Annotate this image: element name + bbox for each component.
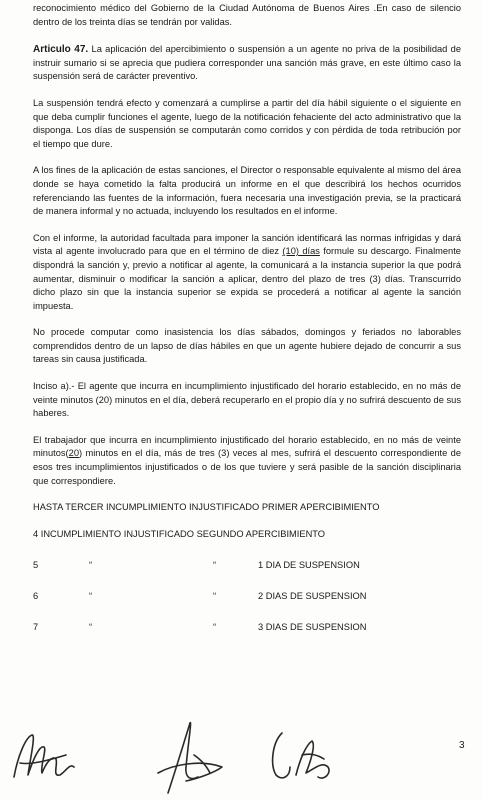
schedule-row-number: 5 [33, 560, 39, 571]
paragraph-trabajador [33, 434, 461, 488]
paragraph-descargo [33, 232, 461, 314]
article-label: Articulo 47. [33, 44, 89, 56]
schedule-row-label: 3 DIAS DE SUSPENSION [258, 622, 367, 633]
ditto-mark: “ [213, 591, 217, 602]
schedule-row-label: 2 DIAS DE SUSPENSION [258, 591, 367, 602]
trabajador-text-b: ) minutos en el día, más de tres (3) veces al mes, sufrirá el descuento correspondiente de esos tres incumplimientos injustificados o de los que tuviere y será pasible de la sanción disciplinaria que correspondiere. [33, 448, 461, 486]
paragraph-suspension-effect: La suspensión tendrá efecto y comenzará a cumplirse a partir del día hábil siguiente o el siguiente en que deba cumplir funciones el agente, luego de la notificación fehaciente del acto administrativo que la disponga. Los días de suspensión se computarán como corridos y con pérdida de toda retribución por el tiempo que dure. [33, 97, 461, 149]
signature-2-stroke [168, 723, 198, 793]
paragraph-inasistencia: No procede computar como inasistencia los días sábados, domingos y feriados no laborables comprendidos dentro de un lapso de días hábiles en que un agente hubiere dejado de concurrir a sus tareas sin causa justificada. [33, 327, 461, 365]
ditto-mark: “ [89, 622, 93, 633]
paragraph-informe: A los fines de la aplicación de estas sanciones, el Director o responsable equivalente al mismo del área donde se haya cometido la falta producirá un informe en el que describirá los hechos ocurridos referenciando las fuentes de la información, fuera necesaria una investigación previa, se la practicará de manera informal y no actuada, incluyendo los resultados en el informe. [33, 165, 461, 217]
signature-3-stroke [302, 754, 324, 759]
descargo-text-a: Con el informe, la autoridad facultada para imponer la sanción identificará las normas infrigidas y dará vista al agente involucrado para que en el término de diez [33, 232, 461, 257]
schedule-row-number: 6 [33, 591, 39, 602]
ditto-mark: “ [213, 622, 217, 633]
schedule-line-second: 4 INCUMPLIMIENTO INJUSTIFICADO SEGUNDO APERCIBIMIENTO [33, 529, 326, 540]
paragraph-inciso-a: Inciso a).- El agente que incurra en incumplimiento injustificado del horario establecido, en no más de veinte minutos (20) minutos en el día, deberá recuperarlo en el propio día y no sufrirá descuento de sus haberes. [33, 381, 461, 419]
trabajador-underlined: 20 [68, 448, 79, 459]
paragraph-continuation: reconocimiento médico del Gobierno de la Ciudad Autónoma de Buenos Aires .En caso de silencio dentro de los treinta días se tendrán por validas. [33, 3, 461, 27]
signatures-area [0, 715, 483, 800]
ditto-mark: “ [213, 560, 217, 571]
article-text: La aplicación del apercibimiento o suspensión a un agente no priva de la posibilidad de instruir sumario si se aprecia que pudiera corresponder una sanción más grave, en este último caso la suspensión será de carácter preventivo. [33, 44, 461, 82]
schedule-row [33, 559, 461, 572]
schedule-row-number: 7 [33, 622, 39, 633]
schedule-row [33, 621, 461, 634]
paragraph-articulo-47 [33, 43, 461, 84]
descargo-text-b: formule su descargo. Finalmente dispondrá la sanción y, previo a notificar al agente, la comunicará a la instancia superior la que podrá aumentar, disminuir o modificar la sanción a aplicar, dentro del plazo de tres (3) días. Transcurrido dicho plazo sin que la instancia superior se expida se procederá a notificar al agente la sanción impuesta. [33, 246, 461, 311]
trabajador-text-a: El trabajador que incurra en incumplimiento injustificado del horario establecido, en no más de veinte minutos( [33, 434, 461, 459]
page-number: 3 [459, 740, 465, 751]
ditto-mark: “ [89, 591, 93, 602]
descargo-underlined: (10) días [282, 246, 320, 257]
schedule-row [33, 590, 461, 603]
schedule-row-label: 1 DIA DE SUSPENSION [258, 560, 360, 571]
handwritten-signatures [0, 715, 483, 800]
signature-3-stroke [273, 733, 290, 778]
ditto-mark: “ [89, 560, 93, 571]
schedule-line-first: HASTA TERCER INCUMPLIMIENTO INJUSTIFICADO PRIMER APERCIBIMIENTO [33, 502, 380, 513]
